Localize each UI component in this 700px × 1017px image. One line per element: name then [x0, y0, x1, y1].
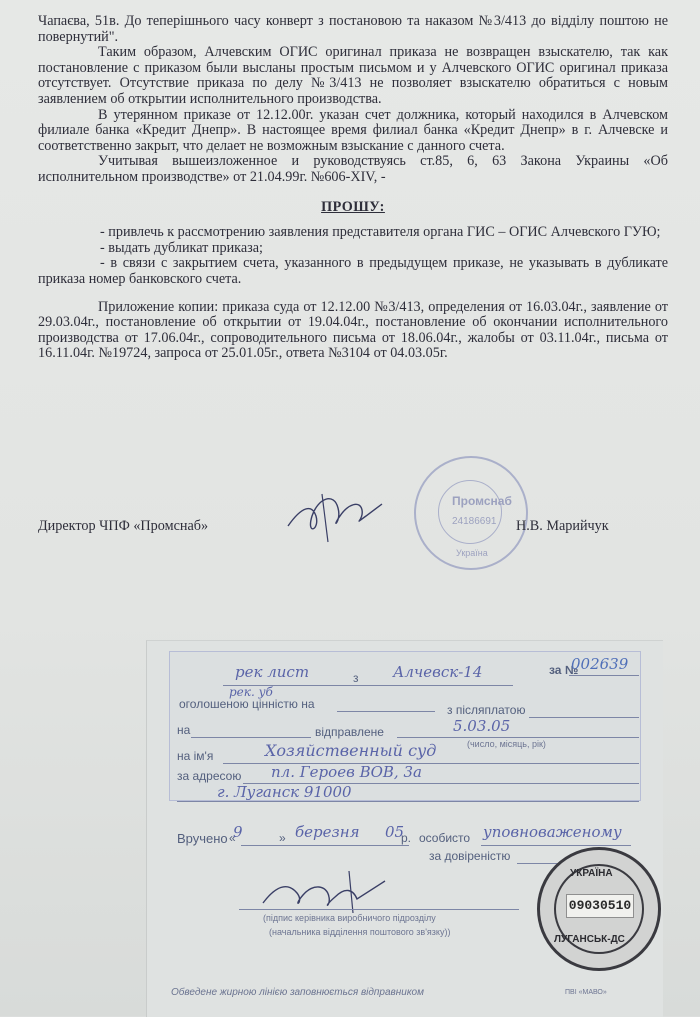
paragraph-4: Учитывая вышеизложенное и руководствуясь ст.85, 6, 63 Закона Украины «Об исполнительном производстве» от 21.04.99г. №606-XIV, -: [38, 153, 668, 185]
company-stamp: [414, 456, 528, 570]
paragraph-2: Таким образом, Алчевским ОГИС оригинал приказа не возвращен взыскателю, так как постановление с приказом были высланы простым письмом и у Алчевского ОГИС оригинал приказа отсутствует. Отсутствие приказа по делу №3/413 не позволяет взыскателю обратиться с новым заявлением об открытии исполнительного производства.: [38, 44, 668, 107]
sent-label: відправлене: [315, 725, 384, 739]
delivered-label: Вручено: [177, 831, 228, 846]
hw-item-type: рек лист: [235, 663, 310, 681]
addressee-label: на ім'я: [177, 749, 214, 763]
number-label: за №: [549, 663, 579, 677]
stamp-company-code: 24186691: [452, 516, 497, 527]
hw-personal: уповноваженому: [483, 823, 622, 841]
signer-title: Директор ЧПФ «Промснаб»: [38, 518, 209, 534]
na-label: на: [177, 723, 191, 737]
request-item: - выдать дубликат приказа;: [100, 239, 263, 256]
address-label: за адресою: [177, 769, 242, 783]
post-office-date-stamp: [537, 847, 661, 971]
stamp-company-name: Промснаб: [452, 494, 512, 508]
stamp-country: Україна: [456, 548, 488, 558]
date-caption: (число, місяць, рік): [467, 739, 546, 749]
form-code: ПВІ «МАВО»: [565, 989, 607, 996]
hw-delivered-month: березня: [295, 823, 360, 841]
request-heading: ПРОШУ:: [321, 198, 385, 215]
request-item: - привлечь к рассмотрению заявления представителя органа ГИС – ОГИС Алчевского ГУЮ;: [100, 224, 661, 241]
post-stamp-date: 09030510: [566, 894, 634, 918]
hw-declared-value: рек. уб: [229, 685, 273, 699]
director-signature: [282, 486, 392, 546]
prep-z: з: [353, 671, 359, 685]
hw-origin-city: Алчевск-14: [393, 663, 483, 681]
hw-delivered-day: 9: [233, 823, 243, 841]
signer-name: Н.В. Марийчук: [516, 518, 609, 534]
paragraph-3: В утерянном приказе от 12.12.00г. указан счет должника, который находился в Алчевском филиале банка «Кредит Днепр». В настоящее время филиал банка «Кредит Днепр» в г. Алчевске и соответственно закрыт, что делает не возможным взыскание с данного счета.: [38, 106, 668, 154]
head-signature-caption: (підпис керівника виробничого підрозділу: [263, 913, 436, 923]
hw-delivered-year: 05: [385, 823, 405, 841]
cod-label: з післяплатою: [447, 703, 526, 717]
hw-sent-date: 5.03.05: [453, 717, 511, 735]
year-suffix: р.: [401, 831, 412, 845]
hw-address-line1: пл. Героев ВОВ, 3а: [271, 763, 422, 781]
letter-body: [38, 0, 668, 362]
hw-addressee: Хозяйственный суд: [265, 741, 437, 760]
head-signature-caption-2: (начальника відділення поштового зв'язку)): [269, 927, 451, 937]
declared-value-label: оголошеною цінністю на: [179, 697, 315, 711]
attachments-paragraph: Приложение копии: приказа суда от 12.12.00 №3/413, определения от 16.03.04г., заявление от 29.03.04г., постановление об открытии от 19.04.04г., постановление об окончании исполнительного производства от 17.06.04г., сопроводительного письма от 18.06.04г., жалобы от 03.11.04г., письма от 16.11.04г. №19724, запроса от 25.01.05г., ответа №3104 от 04.03.05г.: [38, 298, 668, 362]
form-footer: Обведене жирною лінією заповнюється відправником: [171, 987, 424, 998]
hw-notice-number: 002639: [571, 655, 629, 673]
request-item: - в связи с закрытием счета, указанного в предыдущем приказе, не указывать в дубликате приказа номер банковского счета.: [38, 255, 668, 287]
proxy-label: за довіреністю: [429, 849, 511, 863]
paragraph-1: Чапаєва, 51в. До теперішнього часу конверт з постановою та наказом №3/413 до відділу поштою не повернутий".: [38, 13, 668, 45]
postal-notice-form: рек лист з Алчевск-14 за № 002639 рек. уб оголошеною цінністю на з післяплатою на відправлене 5.03.05 (число, місяць, рік) на ім'я Хозяйственный суд за адресою пл. Героев ВОВ, 3а г. Луганск 91000 Вручено « 9 » березня 05 р. особисто уповноваженому за довіреністю (підпис керівника виробничого підрозділу (начальника відділення поштового зв'язку)) Обведене жирною лінією заповнюється відправником ПВІ «МАВО» УКРАЇНА 09030510 ЛУГАНСЬК-ДС: [146, 640, 663, 1017]
post-stamp-top: УКРАЇНА: [570, 868, 613, 879]
hw-address-line2: г. Луганск 91000: [217, 783, 352, 801]
personal-label: особисто: [419, 831, 471, 845]
post-stamp-bottom: ЛУГАНСЬК-ДС: [554, 934, 625, 945]
